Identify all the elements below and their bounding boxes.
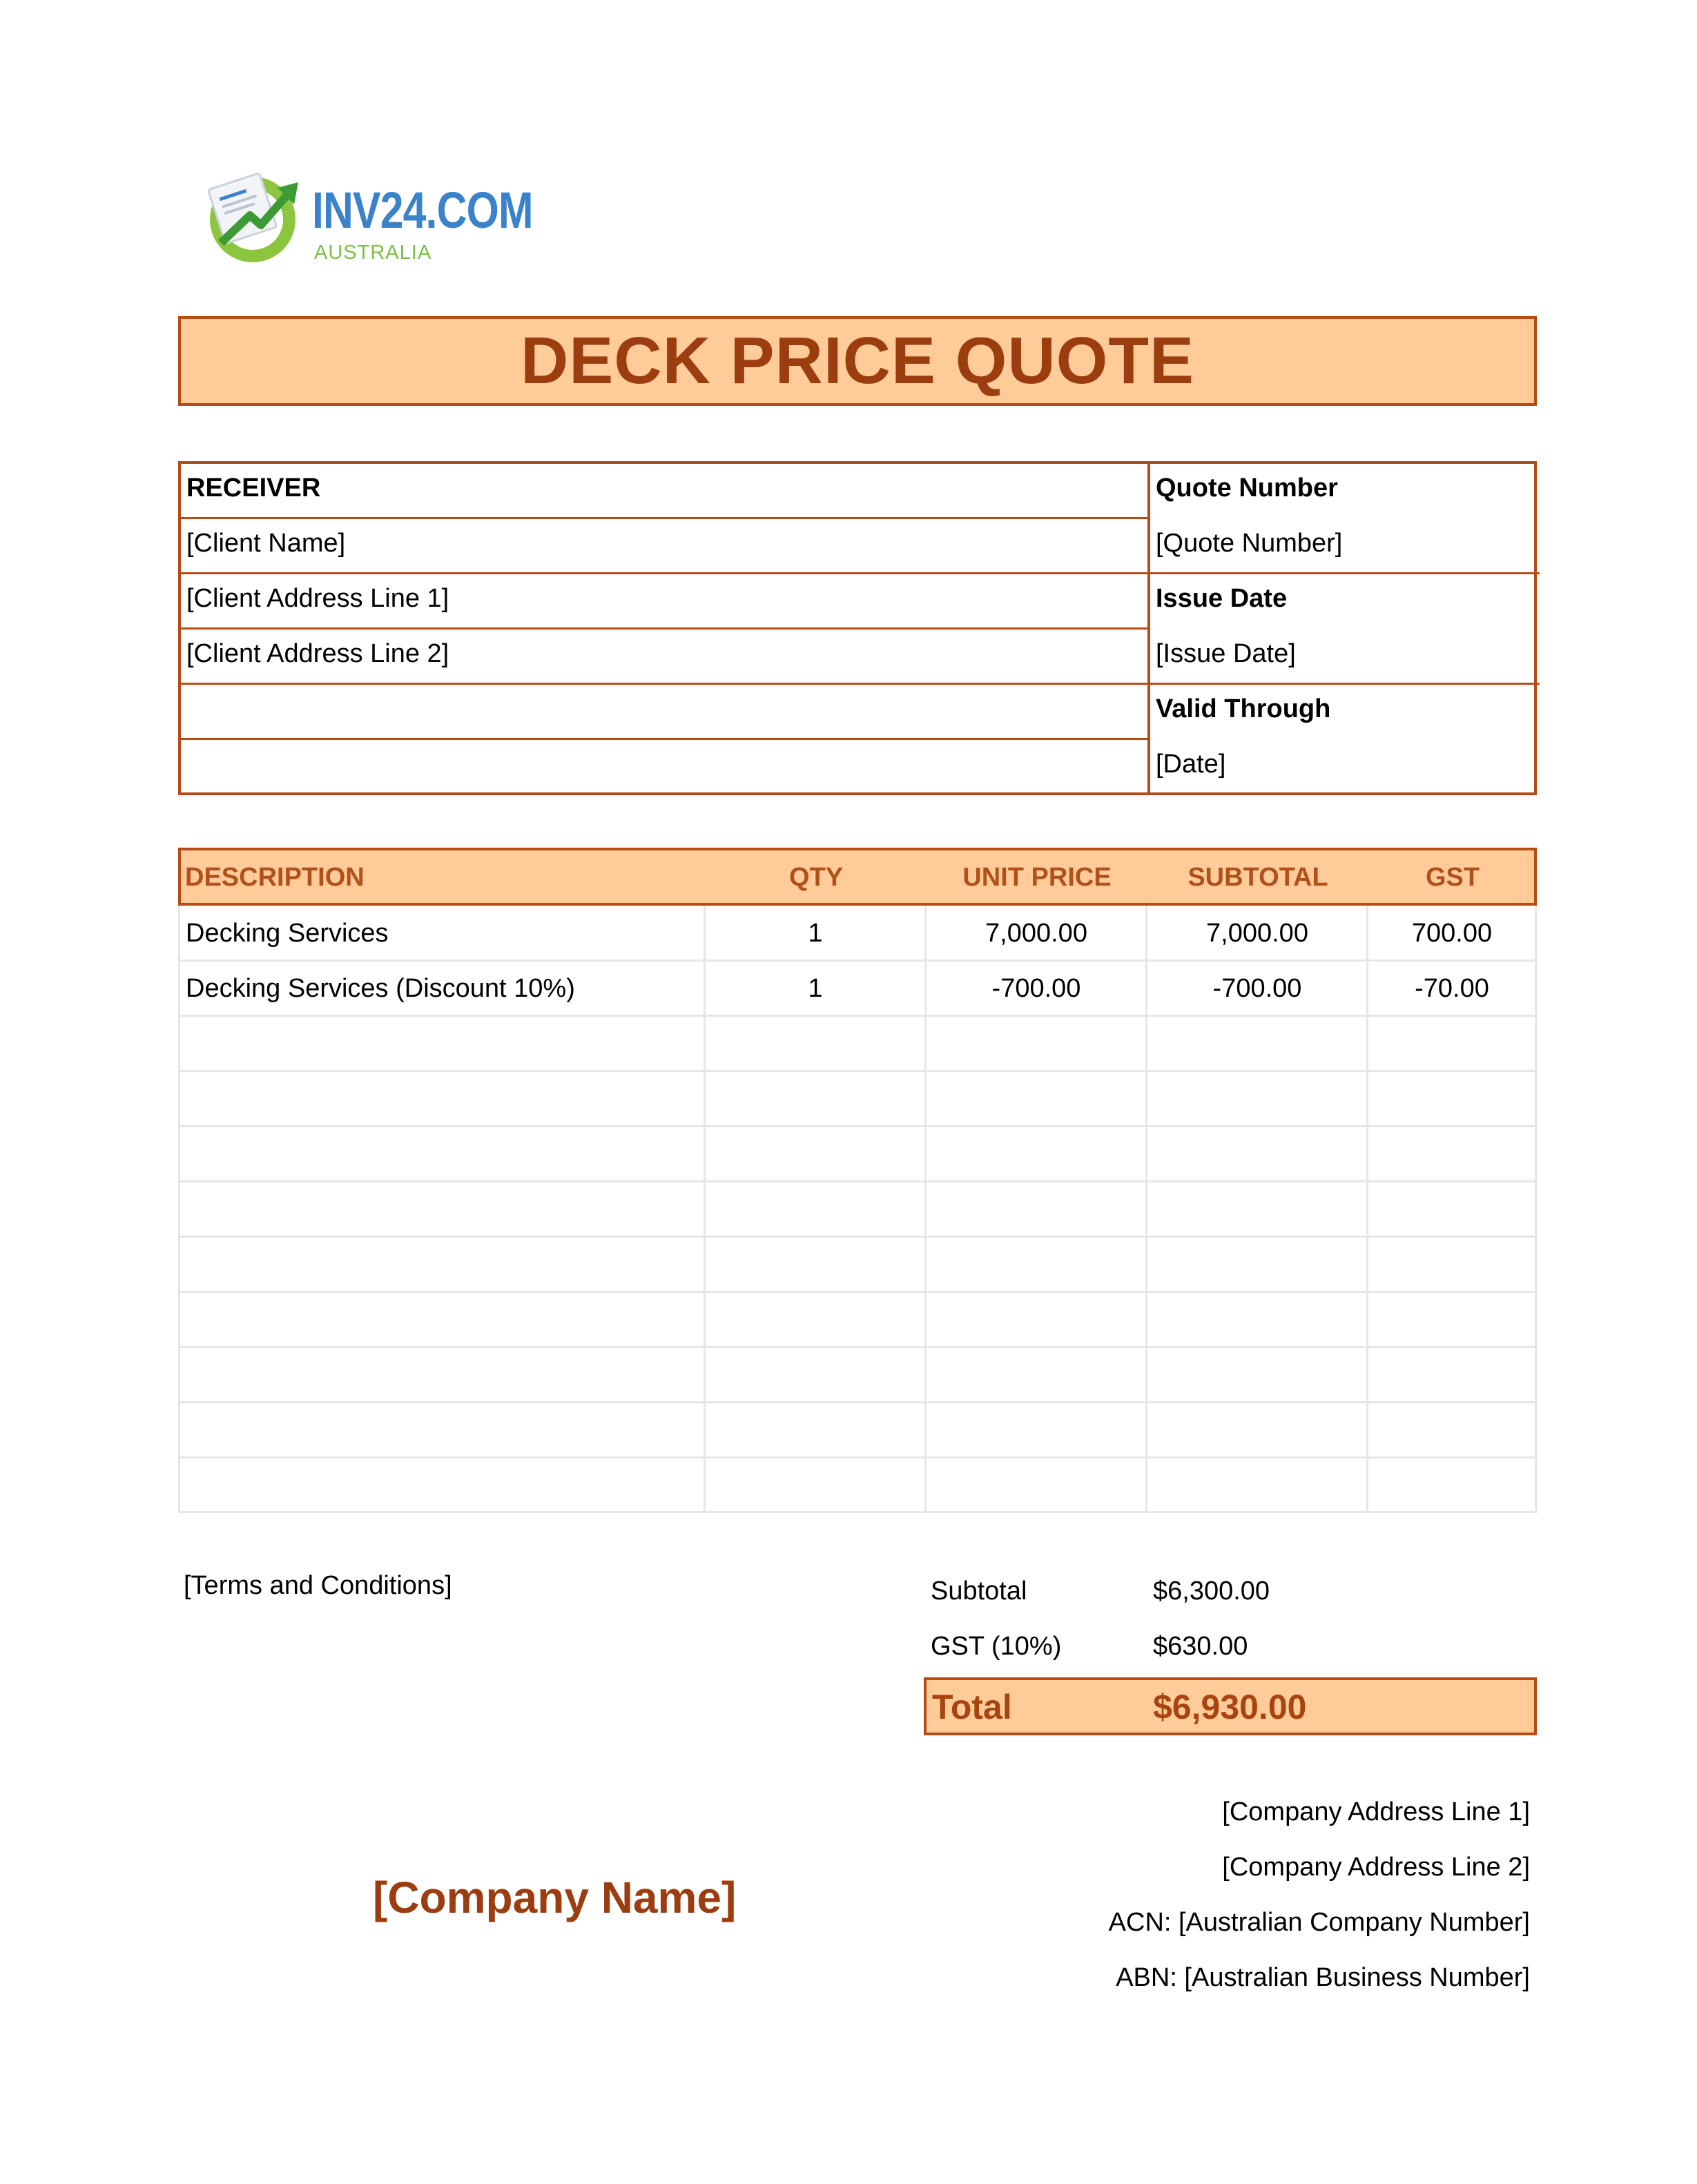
quote-number-value: [Quote Number] — [1156, 529, 1343, 558]
row2-unit-price: -700.00 — [991, 974, 1081, 1003]
issue-date-label: Issue Date — [1156, 584, 1288, 613]
receiver-info-block — [178, 461, 1537, 795]
row1-description: Decking Services — [186, 919, 389, 948]
logo-wordmark: INV24.COM — [312, 182, 533, 239]
valid-through-label: Valid Through — [1156, 694, 1331, 723]
grid-line — [180, 1401, 1535, 1403]
info-rule — [1147, 683, 1540, 685]
row2-subtotal: -700.00 — [1212, 974, 1302, 1003]
info-divider — [1147, 464, 1150, 792]
header-unit-price: UNIT PRICE — [962, 863, 1112, 892]
info-rule — [181, 627, 1147, 630]
row1-subtotal: 7,000.00 — [1206, 919, 1308, 948]
grid-line — [180, 1291, 1535, 1293]
grid-line — [180, 1125, 1535, 1127]
company-address-line2: [Company Address Line 2] — [1222, 1853, 1530, 1882]
items-table-header — [178, 848, 1537, 906]
row1-gst: 700.00 — [1411, 919, 1493, 948]
header-qty: QTY — [788, 863, 844, 892]
grid-line — [180, 1346, 1535, 1348]
total-label: Total — [932, 1688, 1012, 1726]
total-value: $6,930.00 — [1153, 1688, 1307, 1726]
info-rule — [181, 683, 1147, 685]
logo-icon — [200, 166, 311, 269]
header-gst: GST — [1425, 863, 1480, 892]
title-banner — [178, 316, 1537, 406]
header-subtotal: SUBTOTAL — [1187, 863, 1328, 892]
row1-qty: 1 — [808, 919, 823, 948]
row1-unit-price: 7,000.00 — [985, 919, 1087, 948]
company-address-line1: [Company Address Line 1] — [1222, 1797, 1530, 1826]
header-description: DESCRIPTION — [185, 863, 365, 892]
gst-label: GST (10%) — [931, 1632, 1062, 1661]
info-rule — [1147, 572, 1540, 574]
receiver-heading: RECEIVER — [186, 474, 321, 503]
grid-line — [180, 1236, 1535, 1238]
client-address-line2: [Client Address Line 2] — [186, 639, 449, 668]
company-abn: ABN: [Australian Business Number] — [1116, 1963, 1530, 1992]
row2-qty: 1 — [808, 974, 823, 1003]
quote-number-label: Quote Number — [1156, 474, 1338, 503]
client-name: [Client Name] — [186, 529, 346, 558]
row2-description: Decking Services (Discount 10%) — [186, 974, 575, 1003]
info-rule — [181, 572, 1147, 574]
valid-through-value: [Date] — [1156, 750, 1226, 779]
gst-value: $630.00 — [1153, 1632, 1248, 1661]
subtotal-label: Subtotal — [931, 1577, 1027, 1606]
row2-gst: -70.00 — [1415, 974, 1489, 1003]
logo-subtitle: AUSTRALIA — [314, 242, 432, 264]
company-acn: ACN: [Australian Company Number] — [1108, 1908, 1530, 1937]
info-rule — [181, 738, 1147, 740]
info-rule — [181, 517, 1147, 519]
items-table-body — [178, 906, 1537, 1513]
company-name: [Company Name] — [373, 1873, 737, 1922]
page-title: DECK PRICE QUOTE — [520, 324, 1195, 398]
terms-and-conditions: [Terms and Conditions] — [184, 1571, 452, 1600]
subtotal-value: $6,300.00 — [1153, 1577, 1270, 1606]
grid-line — [180, 1180, 1535, 1182]
issue-date-value: [Issue Date] — [1156, 639, 1296, 668]
grid-line — [180, 1456, 1535, 1459]
grid-line — [180, 1070, 1535, 1072]
total-box — [924, 1677, 1537, 1735]
client-address-line1: [Client Address Line 1] — [186, 584, 449, 613]
